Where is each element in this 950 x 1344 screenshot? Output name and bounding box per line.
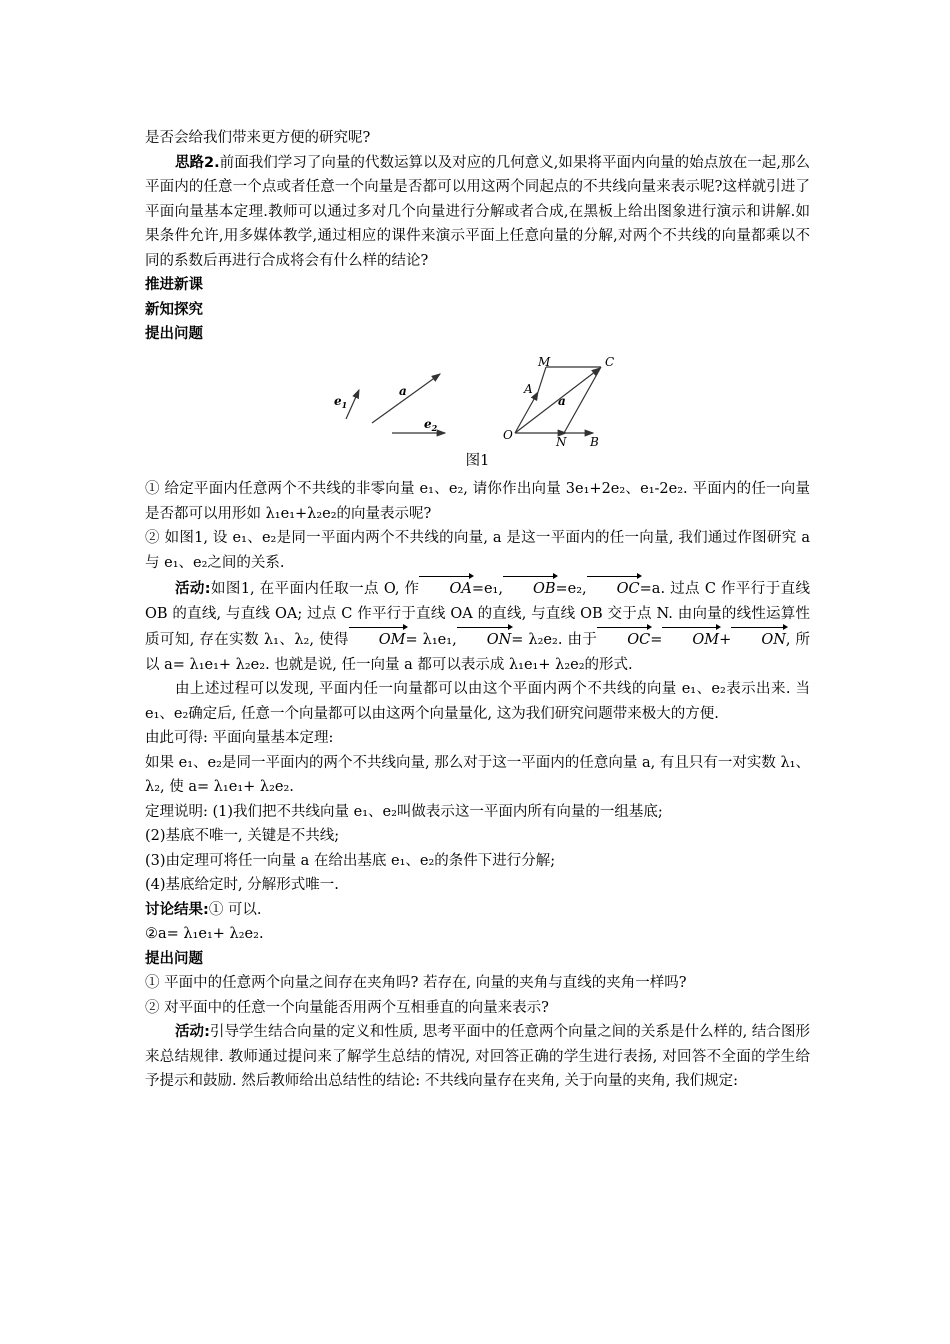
line-am	[538, 367, 546, 392]
label-c: C	[605, 354, 615, 369]
vector-a-left	[372, 374, 440, 423]
paragraph-idea-2	[145, 151, 810, 274]
heading-advance-lesson: 推进新课	[145, 277, 203, 293]
paragraph-theorem: 如果 e₁、e₂是同一平面内的两个不共线向量, 那么对于这一平面内的任意向量 a, 有且只有一对实数 λ₁、λ₂, 使 a= λ₁e₁+ λ₂e₂.	[145, 754, 810, 795]
vector-diagram	[145, 353, 810, 449]
vector-oa-notation: OA	[419, 575, 471, 602]
activity-2-label: 活动:	[175, 1024, 210, 1040]
discussion-result-2: ②a= λ₁e₁+ λ₂e₂.	[145, 926, 264, 942]
label-n: N	[556, 434, 567, 449]
heading-raise-question: 提出问题	[145, 326, 203, 342]
idea-2-text: 前面我们学习了向量的代数运算以及对应的几何意义,如果将平面内向量的始点放在一起,那么平面内的任意一个点或者任意一个向量是否都可以用这两个同起点的不共线向量来表示呢?这样就引进了平面向量基本定理.教师可以通过多对几个向量进行分解或者合成,在黑板上给出图象进行演示和讲解.如果条件允许,用多媒体教学,通过相应的课件来演示平面上任意向量的分解,对两个不共线的向量都乘以不同的系数后再进行合成将会有什么样的结论?	[145, 154, 810, 269]
activity-1-label: 活动:	[175, 581, 211, 597]
vector-oa	[515, 392, 538, 433]
paragraph-continuation: 是否会给我们带来更方便的研究呢?	[145, 130, 371, 146]
label-o: O	[503, 427, 513, 442]
question-3: ① 平面中的任意两个向量之间存在夹角吗? 若存在, 向量的夹角与直线的夹角一样吗?	[145, 975, 687, 991]
vector-om-notation-2: OM	[662, 626, 719, 653]
idea-2-label: 思路2.	[175, 154, 220, 171]
theorem-note-1: 定理说明: (1)我们把不共线向量 e₁、e₂叫做表示这一平面内所有向量的一组基底;	[145, 803, 663, 820]
paragraph-process: 由上述过程可以发现, 平面内任一向量都可以由这个平面内两个不共线的向量 e₁、e₂表示出来. 当 e₁、e₂确定后, 任意一个向量都可以由这两个向量量化, 这为我们研究问题带来极大的方便.	[145, 681, 810, 722]
theorem-note-2: (2)基底不唯一, 关键是不共线;	[145, 828, 340, 844]
label-a-left: a	[399, 383, 407, 398]
figure-caption: 图1	[465, 452, 490, 469]
paragraph-theorem-intro: 由此可得: 平面向量基本定理:	[145, 730, 334, 746]
label-e2: $e_2$	[424, 416, 438, 433]
heading-raise-question-2: 提出问题	[145, 950, 203, 967]
question-1: ① 给定平面内任意两个不共线的非零向量 e₁、e₂, 请你作出向量 3e₁+2e₂、e₁-2e₂. 平面内的任一向量是否都可以用形如 λ₁e₁+λ₂e₂的向量表示呢?	[145, 481, 810, 522]
document-page	[145, 126, 810, 1094]
label-a-point: A	[524, 381, 533, 396]
activity-1: 活动:如图1, 在平面内任取一点 O, 作 OA=e₁, OB=e₂, OC=a. 过点 C 作平行于直线 OB 的直线, 与直线 OA; 过点 C 作平行于直线 OA 的直线, 与直线 OB 交于点 N. 由向量的线性运算性质可知, 存在实数 λ₁、λ₂, 使得 OM= λ₁e₁, ON= λ₂e₂. 由于 OC= OM+ ON, 所以 a= λ₁e₁+ λ₂e₂. 也就是说, 任一向量 a 都可以表示成 λ₁e₁+ λ₂e₂的形式.	[145, 575, 810, 677]
figure-1	[145, 353, 810, 449]
vector-oc-notation: OC	[587, 575, 640, 602]
question-2: ② 如图1, 设 e₁、e₂是同一平面内两个不共线的向量, a 是这一平面内的任一向量, 我们通过作图研究 a 与 e₁、e₂之间的关系.	[145, 530, 810, 571]
vector-oc-notation-2: OC	[597, 626, 650, 653]
theorem-note-3: (3)由定理可将任一向量 a 在给出基底 e₁、e₂的条件下进行分解;	[145, 852, 556, 869]
label-a-vector: a	[558, 393, 566, 408]
theorem-note-4: (4)基底给定时, 分解形式唯一.	[145, 877, 339, 893]
discussion-result: 讨论结果:① 可以.	[145, 901, 262, 918]
label-e1: $e_1$	[334, 393, 348, 410]
vector-ob-notation: OB	[503, 575, 556, 602]
label-b: B	[590, 434, 599, 449]
vector-om-notation: OM	[349, 626, 406, 653]
line-cn	[564, 367, 601, 433]
question-4: ② 对平面中的任意一个向量能否用两个互相垂直的向量来表示?	[145, 999, 549, 1016]
discussion-label: 讨论结果:	[145, 901, 209, 918]
vector-on-notation-2: ON	[731, 626, 786, 653]
activity-2: 活动:引导学生结合向量的定义和性质, 思考平面中的任意两个向量之间的关系是什么样的, 结合图形来总结规律. 教师通过提问来了解学生总结的情况, 对回答正确的学生进行表扬, 对回答不全面的学生给予提示和鼓励. 然后教师给出总结性的结论: 不共线向量存在夹角, 关于向量的夹角, 我们规定:	[145, 1024, 810, 1089]
vector-on-notation: ON	[457, 626, 512, 653]
vector-e1	[346, 390, 359, 419]
label-m: M	[538, 354, 551, 369]
heading-new-knowledge: 新知探究	[145, 301, 203, 318]
